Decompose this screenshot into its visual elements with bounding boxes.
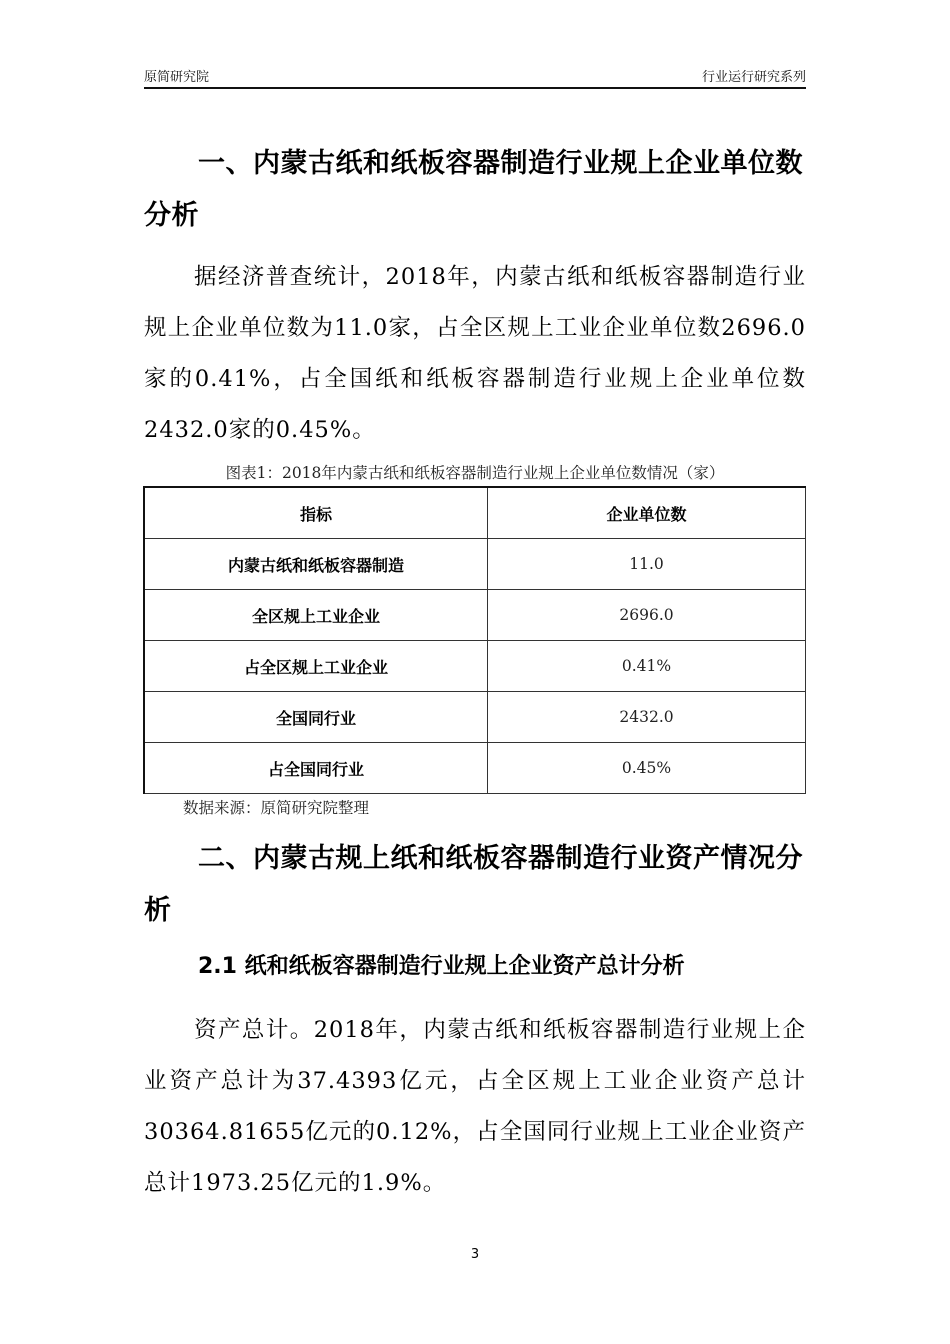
subsection-2-1-title: 2.1 纸和纸板容器制造行业规上企业资产总计分析	[198, 954, 685, 979]
table-header-count: 企业单位数	[488, 487, 806, 539]
row-value: 0.45%	[488, 743, 806, 794]
section2-paragraph: 资产总计。2018年，内蒙古纸和纸板容器制造行业规上企业资产总计为37.4393亿元，占全区规上工业企业资产总计30364.81655亿元的0.12%，占全国同行业规上工业企业资产总计1973.25亿元的1.9%。	[144, 1017, 806, 1196]
header-rule	[144, 87, 806, 89]
table-row	[144, 641, 806, 692]
row-label: 全区规上工业企业	[144, 590, 488, 641]
table-row	[144, 692, 806, 743]
row-label: 占全区规上工业企业	[144, 641, 488, 692]
row-value: 2696.0	[488, 590, 806, 641]
table1-caption: 图表1：2018年内蒙古纸和纸板容器制造行业规上企业单位数情况（家）	[225, 464, 725, 482]
table-row	[144, 590, 806, 641]
section1-title: 一、内蒙古纸和纸板容器制造行业规上企业单位数分析	[144, 148, 803, 231]
header-org-name: 原简研究院	[144, 70, 210, 85]
row-value: 2432.0	[488, 692, 806, 743]
table-row	[144, 539, 806, 590]
row-label: 全国同行业	[144, 692, 488, 743]
table1-source: 数据来源：原简研究院整理	[183, 799, 370, 817]
page-number: 3	[470, 1247, 480, 1262]
table-row	[144, 743, 806, 794]
header-series-name: 行业运行研究系列	[701, 70, 806, 85]
row-label: 占全国同行业	[144, 743, 488, 794]
row-value: 11.0	[488, 539, 806, 590]
section1-paragraph: 据经济普查统计，2018年，内蒙古纸和纸板容器制造行业规上企业单位数为11.0家，占全区规上工业企业单位数2696.0家的0.41%，占全国纸和纸板容器制造行业规上企业单位数2432.0家的0.45%。	[144, 264, 806, 443]
row-label: 内蒙古纸和纸板容器制造	[144, 539, 488, 590]
row-value: 0.41%	[488, 641, 806, 692]
section2-title: 二、内蒙古规上纸和纸板容器制造行业资产情况分析	[144, 843, 803, 926]
table-header-indicator: 指标	[144, 487, 488, 539]
table-header-row	[144, 487, 806, 539]
table1	[143, 486, 806, 794]
